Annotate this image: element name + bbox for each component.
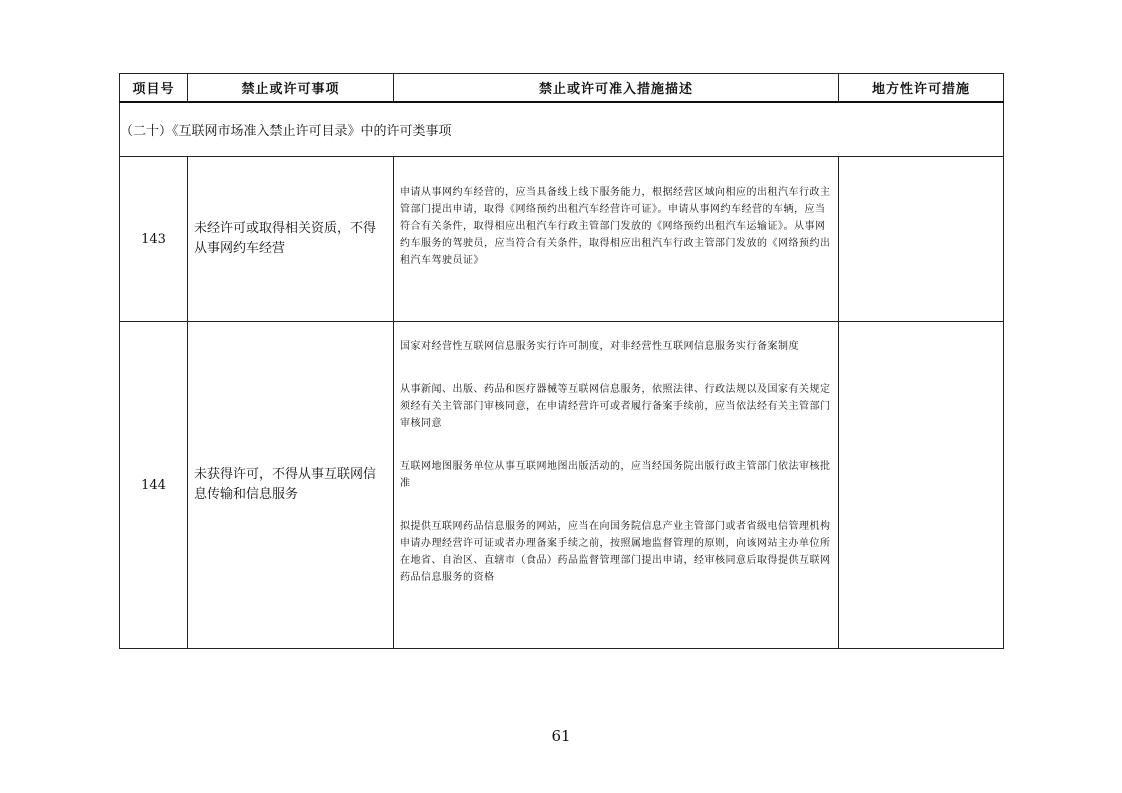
row-local-measure <box>839 157 1004 322</box>
row-description: 国家对经营性互联网信息服务实行许可制度，对非经营性互联网信息服务实行备案制度 <box>400 341 799 352</box>
header-item-number: 项目号 <box>120 74 188 103</box>
row-description: 互联网地图服务单位从事互联网地图出版活动的，应当经国务院出版行政主管部门依法审核批准 <box>400 461 831 489</box>
row-description-cell <box>394 322 839 649</box>
permit-table <box>119 73 1004 649</box>
row-description: 从事新闻、出版、药品和医疗器械等互联网信息服务，依照法律、行政法规以及国家有关规定须经有关主管部门审核同意，在申请经营许可或者履行备案手续前，应当依法经有关主管部门审核同意 <box>400 384 831 429</box>
row-description: 拟提供互联网药品信息服务的网站，应当在向国务院信息产业主管部门或者省级电信管理机构申请办理经营许可证或者办理备案手续之前，按照属地监督管理的原则，向该网站主办单位所在地省、自治区、直辖市（食品）药品监督管理部门提出申请，经审核同意后取得提供互联网药品信息服务的资格 <box>400 521 831 583</box>
page-number: 61 <box>551 727 571 745</box>
header-item-matter: 禁止或许可事项 <box>188 74 394 103</box>
row-description-cell <box>394 157 839 322</box>
section-title: （二十）《互联网市场准入禁止许可目录》中的许可类事项 <box>120 102 1004 157</box>
section-row <box>120 102 1004 157</box>
header-local-measure: 地方性许可措施 <box>839 74 1004 103</box>
table-row <box>120 157 1004 322</box>
row-matter: 未获得许可，不得从事互联网信息传输和信息服务 <box>188 322 394 649</box>
row-local-measure <box>839 322 1004 649</box>
row-description: 申请从事网约车经营的，应当具备线上线下服务能力，根据经营区域向相应的出租汽车行政主管部门提出申请，取得《网络预约出租汽车经营许可证》。申请从事网约车经营的车辆，应当符合有关条件，取得相应出租汽车行政主管部门发放的《网络预约出租汽车运输证》。从事网约车服务的驾驶员，应当符合有关条件，取得相应出租汽车行政主管部门发放的《网络预约出租汽车驾驶员证》 <box>400 187 831 266</box>
row-matter: 未经许可或取得相关资质，不得从事网约车经营 <box>188 157 394 322</box>
row-number: 143 <box>120 157 188 322</box>
table-row <box>120 322 1004 649</box>
row-number: 144 <box>120 322 188 649</box>
table-header-row <box>120 74 1004 103</box>
header-measure-description: 禁止或许可准入措施描述 <box>394 74 839 103</box>
